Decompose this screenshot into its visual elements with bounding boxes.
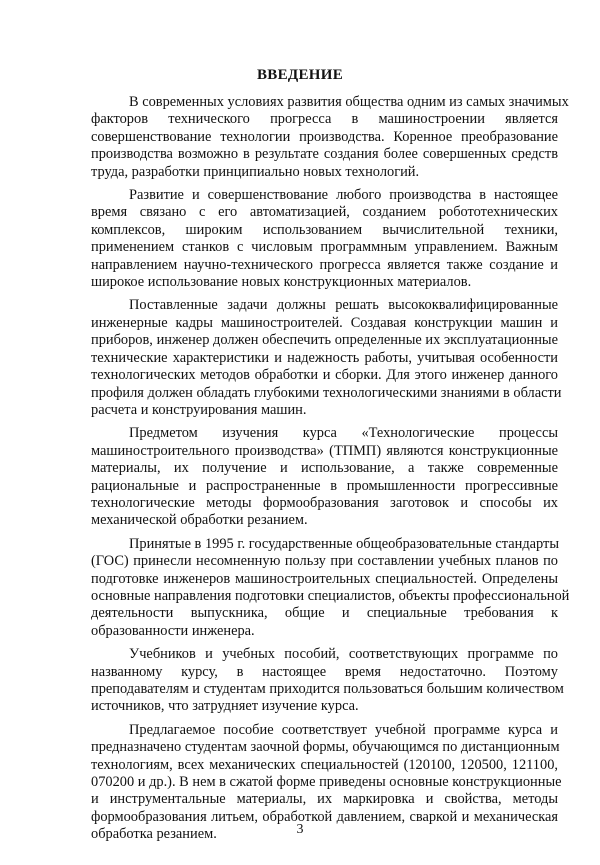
text-line: технологиям, всех механических специальностей (120100, 120500, 121100, (91, 756, 558, 773)
text-line: факторов технического прогресса в машиностроении является (91, 111, 558, 128)
text-line: комплексов, широким использованием вычислительной техники, (91, 221, 558, 238)
text-line: названному курсу, в настоящее время недостаточно. Поэтому (91, 663, 558, 680)
paragraph (53, 425, 558, 529)
text-line: технические характеристики и надежность работы, учитывая особенности (91, 349, 558, 366)
text-line: (ГОС) принесли несомненную пользу при составлении учебных планов по (91, 553, 558, 570)
text-line: время связано с его автоматизацией, созданием робототехнических (91, 204, 558, 221)
text-line: формообразования литьем, обработкой давлением, сваркой и механическая (91, 808, 558, 825)
text-line: Учебников и учебных пособий, соответствующих программе по (129, 646, 558, 663)
text-line: применением станков с числовым программным управлением. Важным (91, 239, 558, 256)
text-line: Развитие и совершенствование любого производства в настоящее (129, 187, 558, 204)
text-line: основные направления подготовки специалистов, объекты профессиональной (91, 587, 570, 604)
text-line: труда, разработки принципиально новых технологий. (91, 163, 420, 180)
text-line: деятельности выпускника, общие и специальные требования к (91, 605, 558, 622)
text-line: Предметом изучения курса «Технологические процессы (129, 425, 558, 442)
text-line: Поставленные задачи должны решать высококвалифицированные (129, 297, 558, 314)
text-line: Предлагаемое пособие соответствует учебной программе курса и (129, 721, 558, 738)
text-line: механической обработки резанием. (91, 512, 308, 529)
text-line: приборов, инженер должен обеспечить определенные их эксплуатационные (91, 332, 558, 349)
text-line: расчета и конструирования машин. (91, 401, 307, 418)
paragraph (53, 535, 570, 640)
page-number: 3 (296, 822, 304, 837)
text-line: Принятые в 1995 г. государственные общеобразовательные стандарты (129, 535, 560, 552)
text-line: инженерные кадры машиностроителей. Создавая конструкции машин и (91, 314, 558, 331)
paragraph (53, 187, 558, 291)
body-text (53, 94, 570, 850)
text-line: профиля должен обладать глубокими технологическими знаниями в области (91, 384, 562, 401)
text-line: подготовке инженеров машиностроительных специальностей. Определены (91, 570, 558, 587)
text-line: 070200 и др.). В нем в сжатой форме приведены основные конструкционные (91, 774, 562, 791)
text-line: материалы, их получение и использование, а также современные (91, 460, 558, 477)
text-line: преподавателям и студентам приходится пользоваться большим количеством (91, 681, 564, 697)
text-line: совершенствование технологии производства. Коренное преобразование (91, 128, 558, 145)
paragraph (53, 94, 569, 181)
text-line: машиностроительного производства» (ТПМП) являются конструкционные (91, 442, 558, 459)
page-title: ВВЕДЕНИЕ (256, 67, 344, 83)
text-line: и инструментальные материалы, их маркировка и свойства, методы (91, 791, 558, 808)
text-line: рациональные и распространенные в промышленности прогрессивные (91, 477, 558, 494)
text-line: широкое использование новых конструкционных материалов. (91, 274, 472, 291)
text-line: источников, что затрудняет изучение курса. (91, 698, 359, 715)
text-line: направлением научно-технического прогресса является также создание и (91, 256, 558, 273)
text-line: технологических методов обработки и сборки. Для этого инженер данного (91, 367, 558, 384)
text-line: производства возможно в результате создания более совершенных средств (91, 146, 558, 163)
paragraph (53, 646, 564, 716)
text-line: технологические методы формообразования заготовок и способы их (91, 494, 558, 511)
text-line: предназначено студентам заочной формы, обучающимся по дистанционным (91, 739, 560, 756)
text-line: образованности инженера. (91, 622, 255, 639)
paragraph (53, 297, 562, 419)
text-line: В современных условиях развития общества одним из самых значимых (129, 94, 569, 110)
text-line: обработка резанием. (91, 826, 217, 843)
